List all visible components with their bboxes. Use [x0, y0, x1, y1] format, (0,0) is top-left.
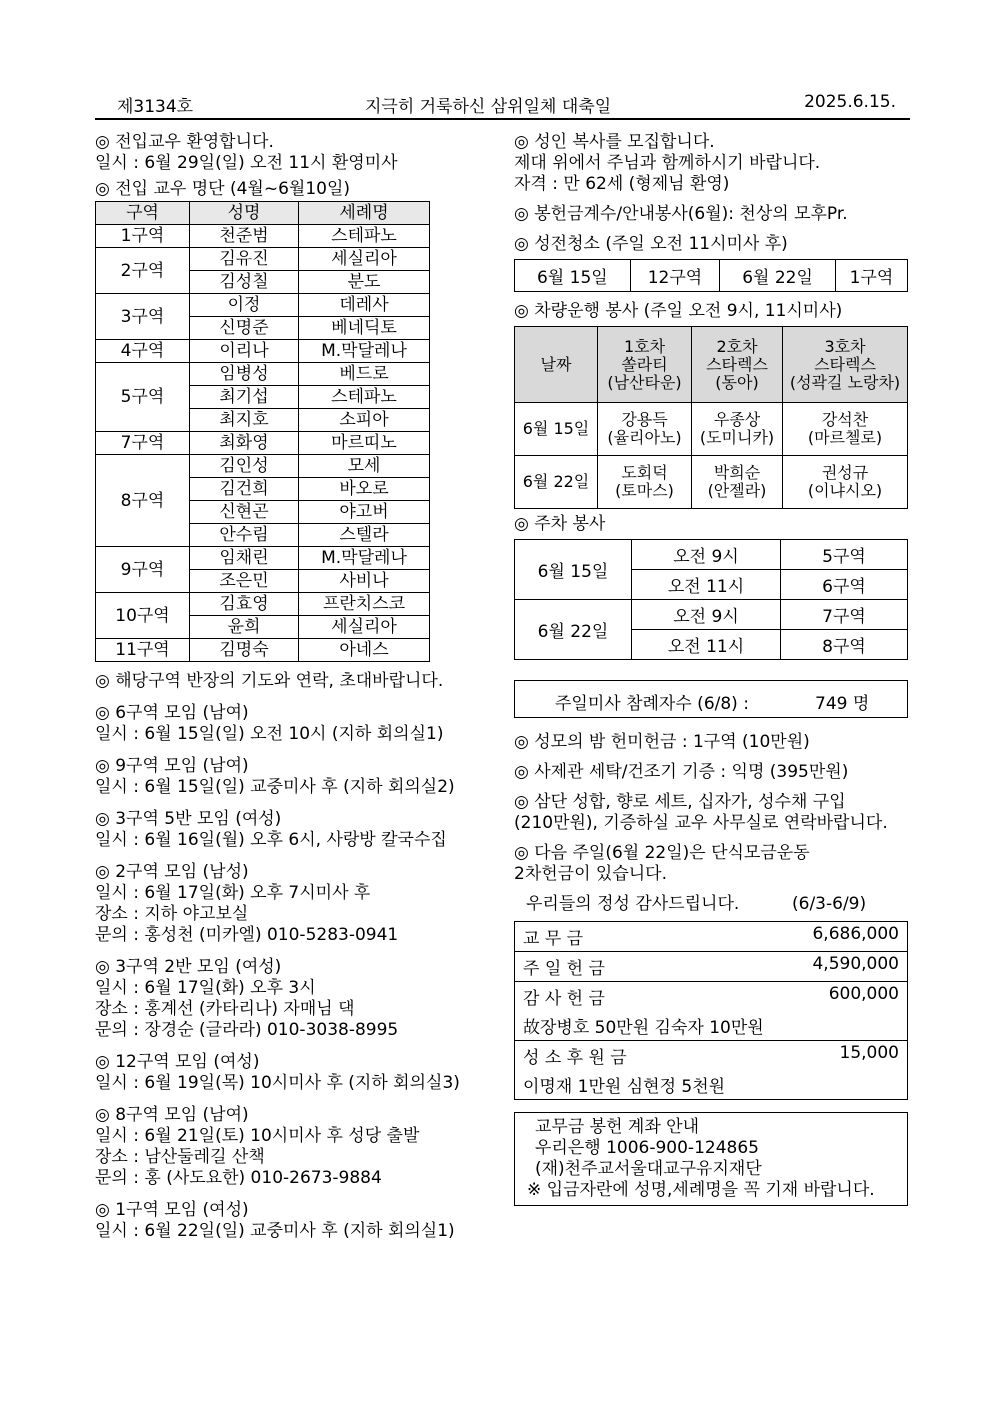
member-name: 김건희	[190, 478, 299, 501]
parking-date-2: 6월 22일	[515, 600, 632, 660]
meeting-title: ◎ 1구역 모임 (여성)	[95, 1200, 249, 1220]
parking-title: ◎ 주차 봉사	[514, 514, 606, 534]
thanks-period: (6/3-6/9)	[792, 894, 867, 914]
member-baptismal-name: 데레사	[299, 294, 430, 317]
welcome-title: ◎ 전입교우 환영합니다.	[95, 132, 274, 152]
member-name: 김유진	[190, 248, 299, 271]
member-name: 신명준	[190, 317, 299, 340]
vehicle-head-car2	[692, 327, 783, 403]
member-row	[96, 639, 430, 662]
vehicle-row2-car1	[598, 456, 692, 509]
meeting-title: ◎ 6구역 모임 (남여)	[95, 703, 249, 723]
parking-table	[514, 539, 908, 660]
member-district: 9구역	[96, 547, 190, 593]
finance-label: 성 소 후 원 금	[523, 1048, 627, 1068]
member-baptismal-name: M.막달레나	[299, 340, 430, 363]
member-name: 천준범	[190, 225, 299, 248]
cleaning-date-2: 6월 22일	[720, 260, 836, 292]
finance-amount: 4,590,000	[812, 954, 899, 974]
vehicle-table	[514, 326, 908, 509]
parking-time: 오전 9시	[632, 600, 781, 630]
account-holder: (재)천주교서울대교구유지재단	[535, 1159, 762, 1179]
member-name: 김명숙	[190, 639, 299, 662]
cell-text: 권성규 (이냐시오)	[807, 463, 883, 500]
meeting-item	[95, 703, 495, 745]
meeting-title: ◎ 8구역 모임 (남여)	[95, 1105, 249, 1125]
cell-text: 강용득 (율리아노)	[607, 410, 682, 447]
cell-text: 도회덕 (토마스)	[615, 463, 674, 500]
member-row	[96, 340, 430, 363]
purchase-section	[514, 792, 912, 834]
cleaning-title: ◎ 성전청소 (주일 오전 11시미사 후)	[514, 234, 788, 254]
member-name: 최지호	[190, 409, 299, 432]
altar-line1: 제대 위에서 주님과 함께하시기 바랍니다.	[514, 153, 821, 173]
member-district: 2구역	[96, 248, 190, 294]
member-baptismal-name: 아네스	[299, 639, 430, 662]
meeting-title: ◎ 9구역 모임 (남여)	[95, 756, 249, 776]
member-district: 4구역	[96, 340, 190, 363]
vehicle-row2-date	[515, 456, 598, 509]
cell-text: 3호차 스타렉스 (성곽길 노랑차)	[789, 336, 901, 392]
cleaning-date-1: 6월 15일	[515, 260, 631, 292]
cell-text: 2호차 스타렉스 (동아)	[706, 336, 768, 392]
member-baptismal-name: 사비나	[299, 570, 430, 593]
meeting-detail: 문의 : 홍성천 (미카엘) 010-5283-0941	[95, 925, 399, 945]
meeting-detail: 일시 : 6월 19일(목) 10시미사 후 (지하 회의실3)	[95, 1073, 460, 1093]
cleaning-district-2: 1구역	[835, 260, 907, 292]
meeting-detail: 일시 : 6월 16일(월) 오후 6시, 사랑방 칼국수집	[95, 830, 447, 850]
parking-time: 오전 11시	[632, 570, 781, 600]
meeting-item	[95, 1200, 495, 1242]
member-row	[96, 593, 430, 616]
account-line1: 교무금 봉헌 계좌 안내	[535, 1117, 700, 1137]
member-row	[96, 363, 430, 386]
mary-night: ◎ 성모의 밤 헌미헌금 : 1구역 (10만원)	[514, 732, 810, 752]
vehicle-row1-date	[515, 403, 598, 456]
vehicle-head-car3	[783, 327, 908, 403]
member-baptismal-name: 세실리아	[299, 248, 430, 271]
member-baptismal-name: 스테파노	[299, 386, 430, 409]
member-district: 5구역	[96, 363, 190, 432]
meetings-list	[95, 692, 495, 1242]
member-district: 1구역	[96, 225, 190, 248]
member-name: 임병성	[190, 363, 299, 386]
new-members-table	[95, 201, 430, 662]
member-baptismal-name: 모세	[299, 455, 430, 478]
member-name: 최기섭	[190, 386, 299, 409]
meeting-detail: 장소 : 홍계선 (카타리나) 자매님 댁	[95, 999, 355, 1019]
meeting-item	[95, 862, 495, 946]
meeting-title: ◎ 2구역 모임 (남성)	[95, 862, 249, 882]
meeting-item	[95, 1105, 495, 1189]
vehicle-head-date	[515, 327, 598, 403]
cell-text: 1호차 쏠라티 (남산타운)	[607, 336, 682, 392]
vehicle-title: ◎ 차량운행 봉사 (주일 오전 9시, 11시미사)	[514, 301, 843, 321]
meeting-detail: 일시 : 6월 15일(일) 교중미사 후 (지하 회의실2)	[95, 777, 455, 797]
purchase-line2: (210만원), 기증하실 교우 사무실로 연락바랍니다.	[514, 813, 888, 833]
parking-district: 8구역	[781, 630, 908, 660]
meeting-detail: 문의 : 장경순 (글라라) 010-3038-8995	[95, 1020, 399, 1040]
member-name: 이리나	[190, 340, 299, 363]
member-name: 임채린	[190, 547, 299, 570]
issue-number: 제3134호	[117, 97, 194, 117]
parking-date-1: 6월 15일	[515, 540, 632, 600]
parking-time: 오전 9시	[632, 540, 781, 570]
finance-label: 감 사 헌 금	[523, 989, 605, 1009]
meeting-title: ◎ 3구역 2반 모임 (여성)	[95, 957, 282, 977]
meeting-detail: 일시 : 6월 17일(화) 오후 7시미사 후	[95, 883, 371, 903]
next-sunday-line1: ◎ 다음 주일(6월 22일)은 단식모금운동	[514, 843, 810, 863]
meeting-title: ◎ 12구역 모임 (여성)	[95, 1052, 260, 1072]
member-baptismal-name: 스테파노	[299, 225, 430, 248]
member-district: 7구역	[96, 432, 190, 455]
finance-amount: 6,686,000	[812, 924, 899, 944]
issue-date: 2025.6.15.	[804, 92, 896, 112]
members-header-baptismal: 세례명	[299, 202, 430, 225]
member-baptismal-name: 바오로	[299, 478, 430, 501]
vehicle-head-car1	[598, 327, 692, 403]
member-baptismal-name: 소피아	[299, 409, 430, 432]
account-bank: 우리은행 1006-900-124865	[535, 1138, 759, 1158]
meeting-item	[95, 756, 495, 798]
member-baptismal-name: 스텔라	[299, 524, 430, 547]
finance-note: 故장병호 50만원 김숙자 10만원	[515, 1011, 908, 1041]
meeting-detail: 일시 : 6월 22일(일) 교중미사 후 (지하 회의실1)	[95, 1221, 455, 1241]
finance-note: 이명재 1만원 심현정 5천원	[515, 1070, 908, 1100]
member-row	[96, 225, 430, 248]
welcome-section	[95, 132, 495, 174]
members-header-name: 성명	[190, 202, 299, 225]
member-row	[96, 547, 430, 570]
account-box	[514, 1112, 908, 1206]
finance-row	[515, 982, 908, 1012]
invite-text: ◎ 해당구역 반장의 기도와 연락, 초대바랍니다.	[95, 671, 444, 691]
meeting-detail: 일시 : 6월 21일(토) 10시미사 후 성당 출발	[95, 1126, 420, 1146]
member-name: 조은민	[190, 570, 299, 593]
finance-amount: 600,000	[828, 984, 899, 1004]
parking-district: 7구역	[781, 600, 908, 630]
member-name: 안수림	[190, 524, 299, 547]
parking-district: 6구역	[781, 570, 908, 600]
attendance-box	[514, 680, 908, 718]
purchase-line1: ◎ 삼단 성합, 향로 세트, 십자가, 성수채 구입	[514, 792, 846, 812]
vehicle-row2-car2	[692, 456, 783, 509]
member-name: 김인성	[190, 455, 299, 478]
member-baptismal-name: 프란치스코	[299, 593, 430, 616]
member-row	[96, 432, 430, 455]
next-sunday-section	[514, 843, 912, 885]
members-header-district: 구역	[96, 202, 190, 225]
meeting-detail: 장소 : 지하 야고보실	[95, 904, 249, 924]
finance-amount: 15,000	[839, 1043, 899, 1063]
member-district: 8구역	[96, 455, 190, 547]
cleaning-table	[514, 259, 908, 292]
thanks-label: 우리들의 정성 감사드립니다.	[526, 894, 740, 914]
cell-text: 강석찬 (마르첼로)	[807, 410, 883, 447]
member-row	[96, 294, 430, 317]
member-baptismal-name: 분도	[299, 271, 430, 294]
vehicle-row2-car3	[783, 456, 908, 509]
member-baptismal-name: 베네딕토	[299, 317, 430, 340]
member-district: 3구역	[96, 294, 190, 340]
members-title: ◎ 전입 교우 명단 (4월~6월10일)	[95, 179, 351, 199]
member-baptismal-name: 마르띠노	[299, 432, 430, 455]
meeting-detail: 장소 : 남산둘레길 산책	[95, 1147, 265, 1167]
vehicle-row1-car1	[598, 403, 692, 456]
cell-text: 우종상 (도미니카)	[699, 410, 775, 447]
finance-row	[515, 1041, 908, 1071]
member-baptismal-name: 세실리아	[299, 616, 430, 639]
bulletin-header	[95, 90, 910, 120]
altar-server-section	[514, 132, 912, 195]
finance-label: 주 일 헌 금	[523, 959, 605, 979]
offering-duty: ◎ 봉헌금계수/안내봉사(6월): 천상의 모후Pr.	[514, 204, 848, 224]
attendance-value: 749 명	[815, 694, 870, 714]
altar-line2: 자격 : 만 62세 (형제님 환영)	[514, 174, 730, 194]
altar-title: ◎ 성인 복사를 모집합니다.	[514, 132, 715, 152]
cell-text: 날짜	[540, 354, 572, 374]
member-baptismal-name: 야고버	[299, 501, 430, 524]
vehicle-row1-car2	[692, 403, 783, 456]
finance-row	[515, 952, 908, 982]
member-name: 김성칠	[190, 271, 299, 294]
meeting-item	[95, 1052, 495, 1094]
left-column	[95, 132, 495, 1242]
meeting-detail: 일시 : 6월 17일(화) 오후 3시	[95, 978, 316, 998]
parking-district: 5구역	[781, 540, 908, 570]
member-row	[96, 248, 430, 271]
member-baptismal-name: M.막달레나	[299, 547, 430, 570]
right-column	[514, 132, 912, 1206]
cleaning-district-1: 12구역	[630, 260, 720, 292]
feast-title: 지극히 거룩하신 삼위일체 대축일	[365, 97, 612, 117]
member-row	[96, 455, 430, 478]
next-sunday-line2: 2차헌금이 있습니다.	[514, 864, 667, 884]
member-name: 이정	[190, 294, 299, 317]
member-name: 김효영	[190, 593, 299, 616]
finance-label: 교 무 금	[523, 929, 584, 949]
finance-row	[515, 922, 908, 952]
account-notice: ※ 입금자란에 성명,세례명을 꼭 기재 바랍니다.	[527, 1180, 875, 1200]
member-baptismal-name: 베드로	[299, 363, 430, 386]
member-district: 10구역	[96, 593, 190, 639]
cell-text: 6월 15일	[522, 419, 590, 438]
member-name: 신현곤	[190, 501, 299, 524]
welcome-line: 일시 : 6월 29일(일) 오전 11시 환영미사	[95, 153, 398, 173]
meeting-item	[95, 957, 495, 1041]
parking-time: 오전 11시	[632, 630, 781, 660]
cell-text: 박희순 (안젤라)	[707, 463, 767, 500]
thanks-line	[514, 894, 912, 916]
meeting-item	[95, 809, 495, 851]
finance-table	[514, 921, 908, 1100]
vehicle-row1-car3	[783, 403, 908, 456]
attendance-label: 주일미사 참례자수 (6/8) :	[555, 694, 749, 714]
rectory-donation: ◎ 사제관 세탁/건조기 기증 : 익명 (395만원)	[514, 762, 849, 782]
meeting-detail: 일시 : 6월 15일(일) 오전 10시 (지하 회의실1)	[95, 724, 444, 744]
meeting-title: ◎ 3구역 5반 모임 (여성)	[95, 809, 282, 829]
member-name: 윤희	[190, 616, 299, 639]
meeting-detail: 문의 : 홍 (사도요한) 010-2673-9884	[95, 1168, 382, 1188]
member-district: 11구역	[96, 639, 190, 662]
member-name: 최화영	[190, 432, 299, 455]
cell-text: 6월 22일	[522, 472, 590, 491]
